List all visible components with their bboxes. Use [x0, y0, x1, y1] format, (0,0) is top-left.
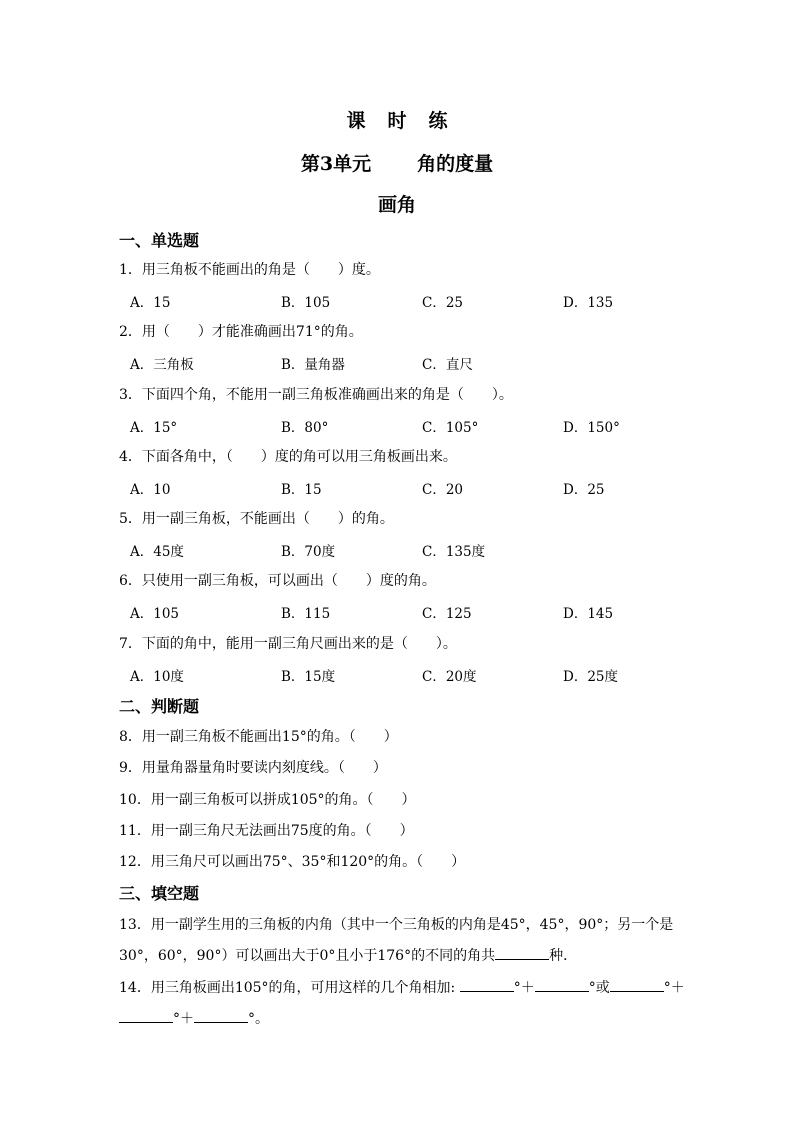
- question-8: 8．用一副三角板不能画出15°的角。（ ）: [119, 729, 398, 745]
- question-13-text: 30°，60°，90°）可以画出大于0°且小于176°的不同的角共: [119, 948, 496, 964]
- option-c: C．直尺: [422, 357, 473, 373]
- question-2: 2．用（ ）才能准确画出71°的角。: [119, 324, 363, 340]
- option-d: D．135: [563, 295, 614, 311]
- option-b: B．80°: [281, 420, 329, 436]
- option-a: A．10度: [130, 669, 184, 685]
- option-d: D．150°: [563, 420, 620, 436]
- degree-plus: °＋: [513, 980, 535, 996]
- question-10: 10．用一副三角板可以拼成105°的角。（ ）: [119, 792, 416, 808]
- option-c: C．105°: [422, 420, 479, 436]
- question-4: 4．下面各角中，（ ）度的角可以用三角板画出来。: [119, 449, 457, 465]
- option-b: B．70度: [281, 544, 336, 560]
- option-a: A．45度: [130, 544, 184, 560]
- degree-plus: °＋: [173, 1011, 194, 1027]
- answer-blank[interactable]: [610, 977, 664, 992]
- option-b: B．15: [281, 482, 322, 498]
- answer-blank[interactable]: [495, 945, 549, 960]
- worksheet-title: [0, 106, 794, 133]
- section-single-choice: 一、单选题: [119, 231, 200, 250]
- option-d: D．25: [563, 482, 605, 498]
- option-c: C．25: [422, 295, 464, 311]
- question-3: 3．下面四个角，不能用一副三角板准确画出来的角是（ ）。: [119, 387, 513, 403]
- question-13-line-1: 13．用一副学生用的三角板的内角（其中一个三角板的内角是45°，45°，90°；另一个是: [119, 917, 674, 933]
- option-b: B．量角器: [281, 357, 345, 373]
- option-c: C．135度: [422, 544, 486, 560]
- unit-label: 第3单元: [300, 153, 372, 175]
- answer-blank[interactable]: [119, 1008, 173, 1023]
- title-char-1: 课: [346, 110, 366, 132]
- title-char-3: 练: [428, 110, 448, 132]
- option-b: B．15度: [281, 669, 336, 685]
- unit-name: 角的度量: [417, 153, 494, 175]
- options-row: [130, 665, 690, 685]
- question-7: 7．下面的角中，能用一副三角尺画出来的是（ ）。: [119, 636, 457, 652]
- options-row: [130, 291, 690, 311]
- title-char-2: 时: [387, 110, 407, 132]
- option-a: A．15: [130, 295, 171, 311]
- option-b: B．115: [281, 606, 331, 622]
- question-14-text: 14．用三角板画出105°的角，可用这样的几个角相加:: [119, 980, 460, 996]
- question-1: 1．用三角板不能画出的角是（ ）度。: [119, 262, 380, 278]
- answer-blank[interactable]: [535, 977, 589, 992]
- option-b: B．105: [281, 295, 331, 311]
- degree-plus: °＋: [663, 980, 685, 996]
- section-fill-blank: 三、填空题: [119, 884, 200, 903]
- options-row: [130, 602, 690, 622]
- question-6: 6．只使用一副三角板，可以画出（ ）度的角。: [119, 573, 436, 589]
- question-5: 5．用一副三角板，不能画出（ ）的角。: [119, 511, 394, 527]
- question-13-line-2: [119, 945, 577, 965]
- option-c: C．20: [422, 482, 464, 498]
- options-row: [130, 416, 690, 436]
- option-d: D．25度: [563, 669, 619, 685]
- question-14-line-1: [119, 977, 685, 997]
- options-row: [130, 353, 690, 373]
- answer-blank[interactable]: [460, 977, 514, 992]
- question-11: 11．用一副三角尺无法画出75度的角。（ ）: [119, 823, 414, 839]
- option-c: C．20度: [422, 669, 477, 685]
- option-c: C．125: [422, 606, 472, 622]
- question-12: 12．用三角尺可以画出75°、35°和120°的角。（ ）: [119, 854, 466, 870]
- option-a: A．105: [130, 606, 180, 622]
- question-13-suffix: 种．: [549, 948, 578, 964]
- options-row: [130, 540, 690, 560]
- option-a: A．三角板: [130, 357, 194, 373]
- question-14-line-2: [119, 1008, 269, 1028]
- option-d: D．145: [563, 606, 614, 622]
- question-9: 9．用量角器量角时要读内刻度线。（ ）: [119, 760, 387, 776]
- lesson-title: 画角: [377, 194, 416, 216]
- degree-or: °或: [588, 980, 610, 996]
- options-row: [130, 478, 690, 498]
- degree-end: °。: [248, 1011, 269, 1027]
- section-true-false: 二、判断题: [119, 697, 200, 716]
- unit-heading: [0, 149, 794, 176]
- answer-blank[interactable]: [194, 1008, 248, 1023]
- option-a: A．10: [130, 482, 171, 498]
- option-a: A．15°: [130, 420, 178, 436]
